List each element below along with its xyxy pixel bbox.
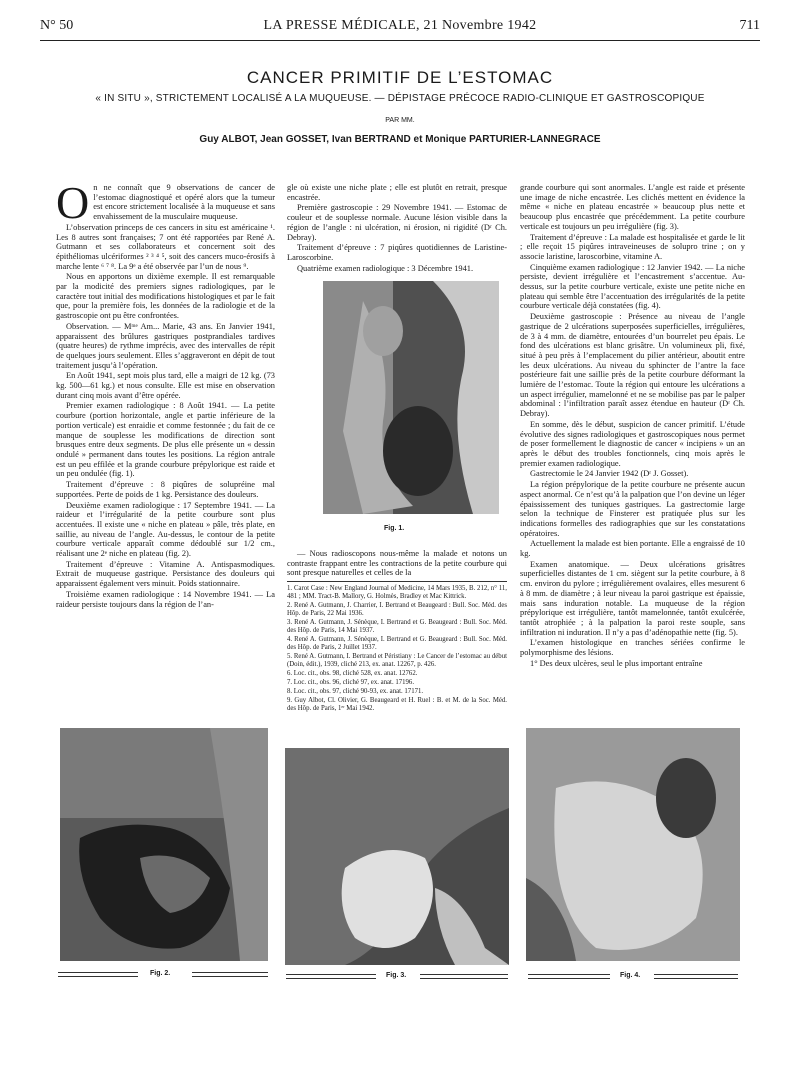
paragraph: grande courbure qui sont anormales. L’angle est raide et présente une image de niche encastrée. Les clichés mettent en évidence la même « niche en plateau encastrée » beaucoup plus nette et beaucoup plus encastrée que précédemment. La petite courbure verticale est toujours un peu irrégulière (fig. 3).	[520, 183, 745, 231]
paragraph: Première gastroscopie : 29 Novembre 1941. — Estomac de couleur et de souplesse normale. Aucune lésion visible dans la région de l’angle : ni ulcération, ni érosion, ni rigidité (Dʳ Ch. Debray).	[287, 203, 507, 242]
paragraph: n ne connaît que 9 observations de cancer de l’estomac diagnostiqué et opéré alors que la tumeur est encore strictement localisée à la muqueuse et sans envahissement de la musculaire muqueuse.	[93, 183, 275, 222]
paragraph: Traitement d’épreuve : La malade est hospitalisée et garde le lit ; elle reçoit 15 piqûres intraveineuses de solupro trine ; on y associe laristine, laroscorbine, vitamine A.	[520, 232, 745, 261]
footnote: 2. René A. Gutmann, J. Charrier, I. Bertrand et Beaugeard : Bull. Soc. Méd. des Hôp. de Paris, 22 Mai 1936.	[287, 602, 507, 618]
footnote-rule	[287, 581, 507, 582]
column-2-continued	[287, 549, 507, 714]
header-rule	[40, 40, 760, 41]
figure-3-caption: Fig. 3.	[386, 972, 407, 979]
footnote: 1. Carot Case : New England Journal of Medicine, 14 Mars 1935, B. 212, n° 11, 481 ; MM. Tract-B. Mallory, G. Holmès, Bradley et Mac Kittrick.	[287, 585, 507, 601]
footnote: 8. Loc. cit., obs. 97, cliché 90-93, ex. anat. 17171.	[287, 688, 424, 696]
footnote: 5. René A. Gutmann, I. Bertrand et Péristiany : Le Cancer de l’estomac au début (Doin, édit.), 1939, cliché 213, ex. anat. 12267, p. 426.	[287, 653, 507, 669]
figure-2-radiograph	[60, 728, 268, 961]
footnote: 7. Loc. cit., obs. 96, cliché 97, ex. anat. 17196.	[287, 679, 415, 687]
paragraph: — Nous radioscopons nous-même la malade et notons un contraste frappant entre les contractions de la petite courbure qui sont presque naturelles et celles de la	[287, 549, 507, 578]
paragraph: Premier examen radiologique : 8 Août 1941. — La petite courbure (portion horizontale, angle et partie inférieure de la portion verticale) est enraidie et comme festonnée ; du fait de ce manque de souplesse les modifications de direction sont brusques entre deux segments. De plus elle présente un « dessin ondulé » permanent dans toutes les positions. La région antrale est un peu effilée et la grande courbure prépylorique est raide et un peu ondulée (fig. 1).	[56, 401, 275, 479]
paragraph: La région prépylorique de la petite courbure ne présente aucun aspect anormal. Ce n’est qu’à la palpation que l’on devine un léger épaississement des tuniques gastriques. La gastrectomie large selon la technique de Finsterer est pratiquée plus sur les indications formelles des radiographies que sur les constatations opératoires.	[520, 480, 745, 538]
paragraph: gle où existe une niche plate ; elle est plutôt en retrait, presque encastrée.	[287, 183, 507, 202]
footnote: 3. René A. Gutmann, J. Sénèque, I. Bertrand et G. Beaugeard : Bull. Soc. Méd. des Hôp. de Paris, 14 Mai 1937.	[287, 619, 507, 635]
footnote: 6. Loc. cit., obs. 98, cliché 528, ex. anat. 12762.	[287, 670, 418, 678]
figure-4-radiograph	[526, 728, 740, 961]
figure-4-caption: Fig. 4.	[620, 972, 641, 979]
paragraph: Observation. — Mᵐᵉ Am... Marie, 43 ans. En Janvier 1941, apparaissent des brûlures gastriques postprandiales tardives (quatre heures) de rythme imprécis, avec des intervalles de répit de quelques jours seulement. Elles s’aggraveront en dépit de tout traitement jusqu’à l’opération.	[56, 321, 275, 370]
paragraph: Deuxième examen radiologique : 17 Septembre 1941. — La raideur et l’irrégularité de la petite courbure sont plus accentuées. Il existe une « niche en plateau » pâle, très plate, en saillie, au niveau de l’angle. Au-dessus, le contour de la petite courbure verticale apparaît comme dédoublé sur 1/2 cm., réalisant une 2ᵉ niche en plateau (fig. 2).	[56, 500, 275, 559]
paragraph: En Août 1941, sept mois plus tard, elle a maigri de 12 kg. (73 kg. 500—61 kg.) et nous consulte. Elle est mise en observation durant cinq mois avant d’être opérée.	[56, 371, 275, 400]
figure-1-caption: Fig. 1.	[384, 525, 405, 532]
paragraph: Cinquième examen radiologique : 12 Janvier 1942. — La niche persiste, devient irrégulière et l’encastrement s’accentue. Au-dessus, sur la petite courbure verticale, existe une petite niche en plateau qui semble être l’accentuation des irrégularités de la petite courbure verticale déjà constatées (fig. 4).	[520, 262, 745, 311]
running-header	[40, 18, 760, 40]
paragraph: Traitement d’épreuve : 7 piqûres quotidiennes de Laristine-Laroscorbine.	[287, 243, 507, 262]
byline-par: PAR MM.	[385, 117, 415, 124]
caption-rule	[286, 974, 376, 979]
page-number: 711	[739, 18, 760, 33]
paragraph: En somme, dès le début, suspicion de cancer primitif. L’étude évolutive des signes radiologiques et gastroscopiques nous permet de poser formellement le diagnostic de cancer « incipiens » un an après le début des troubles fonctionnels, cinq mois après le premier examen radiologique.	[520, 419, 745, 468]
paragraph: Quatrième examen radiologique : 3 Décembre 1941.	[297, 263, 474, 273]
column-1	[56, 177, 275, 610]
footnote: 4. René A. Gutmann, J. Sénèque, I. Bertrand et G. Beaugeard : Bull. Soc. Méd. des Hôp. de Paris, 2 Juillet 1937.	[287, 636, 507, 652]
column-2	[287, 183, 507, 274]
figure-2-caption: Fig. 2.	[150, 970, 171, 977]
paragraph: Traitement d’épreuve : Vitamine A. Antispasmodiques. Extrait de muqueuse gastrique. Persistance des douleurs qui apparaissent également vers minuit. Poids stationnaire.	[56, 559, 275, 589]
caption-rule	[420, 974, 508, 979]
footnotes	[287, 585, 507, 713]
article-title: CANCER PRIMITIF DE L’ESTOMAC	[246, 68, 554, 87]
paragraph: 1° Des deux ulcères, seul le plus important entraîne	[530, 658, 703, 668]
caption-rule	[58, 972, 138, 977]
authors: Guy ALBOT, Jean GOSSET, Ivan BERTRAND et Monique PARTURIER-LANNEGRACE	[199, 134, 601, 145]
paragraph: Nous en apportons un dixième exemple. Il est remarquable par la modicité des premiers signes radiologiques, par le caractère tout initial des modifications histologiques et par le fait que, pour la première fois, les données de la radiologie et de la gastroscopie ont pu être confrontées.	[56, 272, 275, 321]
paragraph: Gastrectomie le 24 Janvier 1942 (Dʳ J. Gosset).	[530, 469, 689, 479]
caption-rule	[528, 974, 610, 979]
paragraph: Deuxième gastroscopie : Présence au niveau de l’angle gastrique de 2 ulcérations superposées superficielles, irrégulières, de 3 à 4 mm. de diamètre, entourées d’un bourrelet peu épais. Le fond des ulcérations est blanc grisâtre. Un volumineux pli, fixé, situé à peu près à l’emplacement du pilier antérieur, aboutit entre les deux ulcérations. Au niveau du sphincter de l’antre la face postérieure fait une saillie près de la petite courbure déformant la lumière de l’estomac. Toute la région qui entoure les ulcérations a un aspect irrégulier, mamelonné et ne se mobilise pas par le palper abdominal : l’infiltration paraît assez étendue en hauteur (Dʳ Ch. Debray).	[520, 312, 745, 419]
issue-number: N° 50	[40, 18, 74, 33]
paragraph: L’observation princeps de ces cancers in situ est américaine ¹. Les 8 autres sont françaises; 7 ont été rapportées par René A. Gutmann et ses collaborateurs et concernent soit des épithéliomas ulcériformes ² ³ ⁴ ⁵, soit des cancers muco-érosifs à marche lente ⁶ ⁷ ⁸. La 9ᵉ a été observée par l’un de nous ⁹.	[56, 222, 275, 271]
figure-3-radiograph	[285, 748, 509, 965]
paragraph: Troisième examen radiologique : 14 Novembre 1941. — La raideur persiste toujours dans la région de l’an-	[56, 589, 275, 609]
caption-rule	[654, 974, 738, 979]
footnote: 9. Guy Albot, Cl. Olivier, G. Beaugeard et H. Ruel : B. et M. de la Soc. Méd. des Hôp. de Paris, 1ᵉʳ Mai 1942.	[287, 697, 507, 713]
paragraph: L’examen histologique en tranches sériées confirme le polymorphisme des lésions.	[520, 638, 745, 658]
paragraph: Actuellement la malade est bien portante. Elle a engraissé de 10 kg.	[520, 539, 745, 559]
journal-title: LA PRESSE MÉDICALE, 21 Novembre 1942	[263, 18, 537, 33]
drop-cap: O	[56, 177, 90, 228]
caption-rule	[192, 972, 268, 977]
column-3	[520, 183, 745, 669]
figure-1-radiograph	[323, 281, 499, 514]
paragraph: Traitement d’épreuve : 8 piqûres de solupréine mal supportées. Perte de poids de 1 kg. Persistance des douleurs.	[56, 480, 275, 499]
paragraph: Examen anatomique. — Deux ulcérations grisâtres superficielles distantes de 1 cm. siègent sur la petite courbure, à 8 cm. environ du pylore ; irrégulièrement ovalaires, elles mesurent 6 à 8 mm. de diamètre ; à leur niveau la paroi gastrique est épaissie, mais sans induration notable. La muqueuse de la région prépylorique est irrégulière, tantôt mamelonnée, tantôt exulcérée, tantôt atrophiée ; à la palpation la paroi reste souple, sans infiltration ni induration. Il n’y a pas d’adénopathie nette (fig. 5).	[520, 559, 745, 637]
article-subtitle: « IN SITU », STRICTEMENT LOCALISÉ A LA MUQUEUSE. — DÉPISTAGE PRÉCOCE RADIO-CLINIQUE ET GASTROSCOPIQUE	[95, 93, 705, 104]
